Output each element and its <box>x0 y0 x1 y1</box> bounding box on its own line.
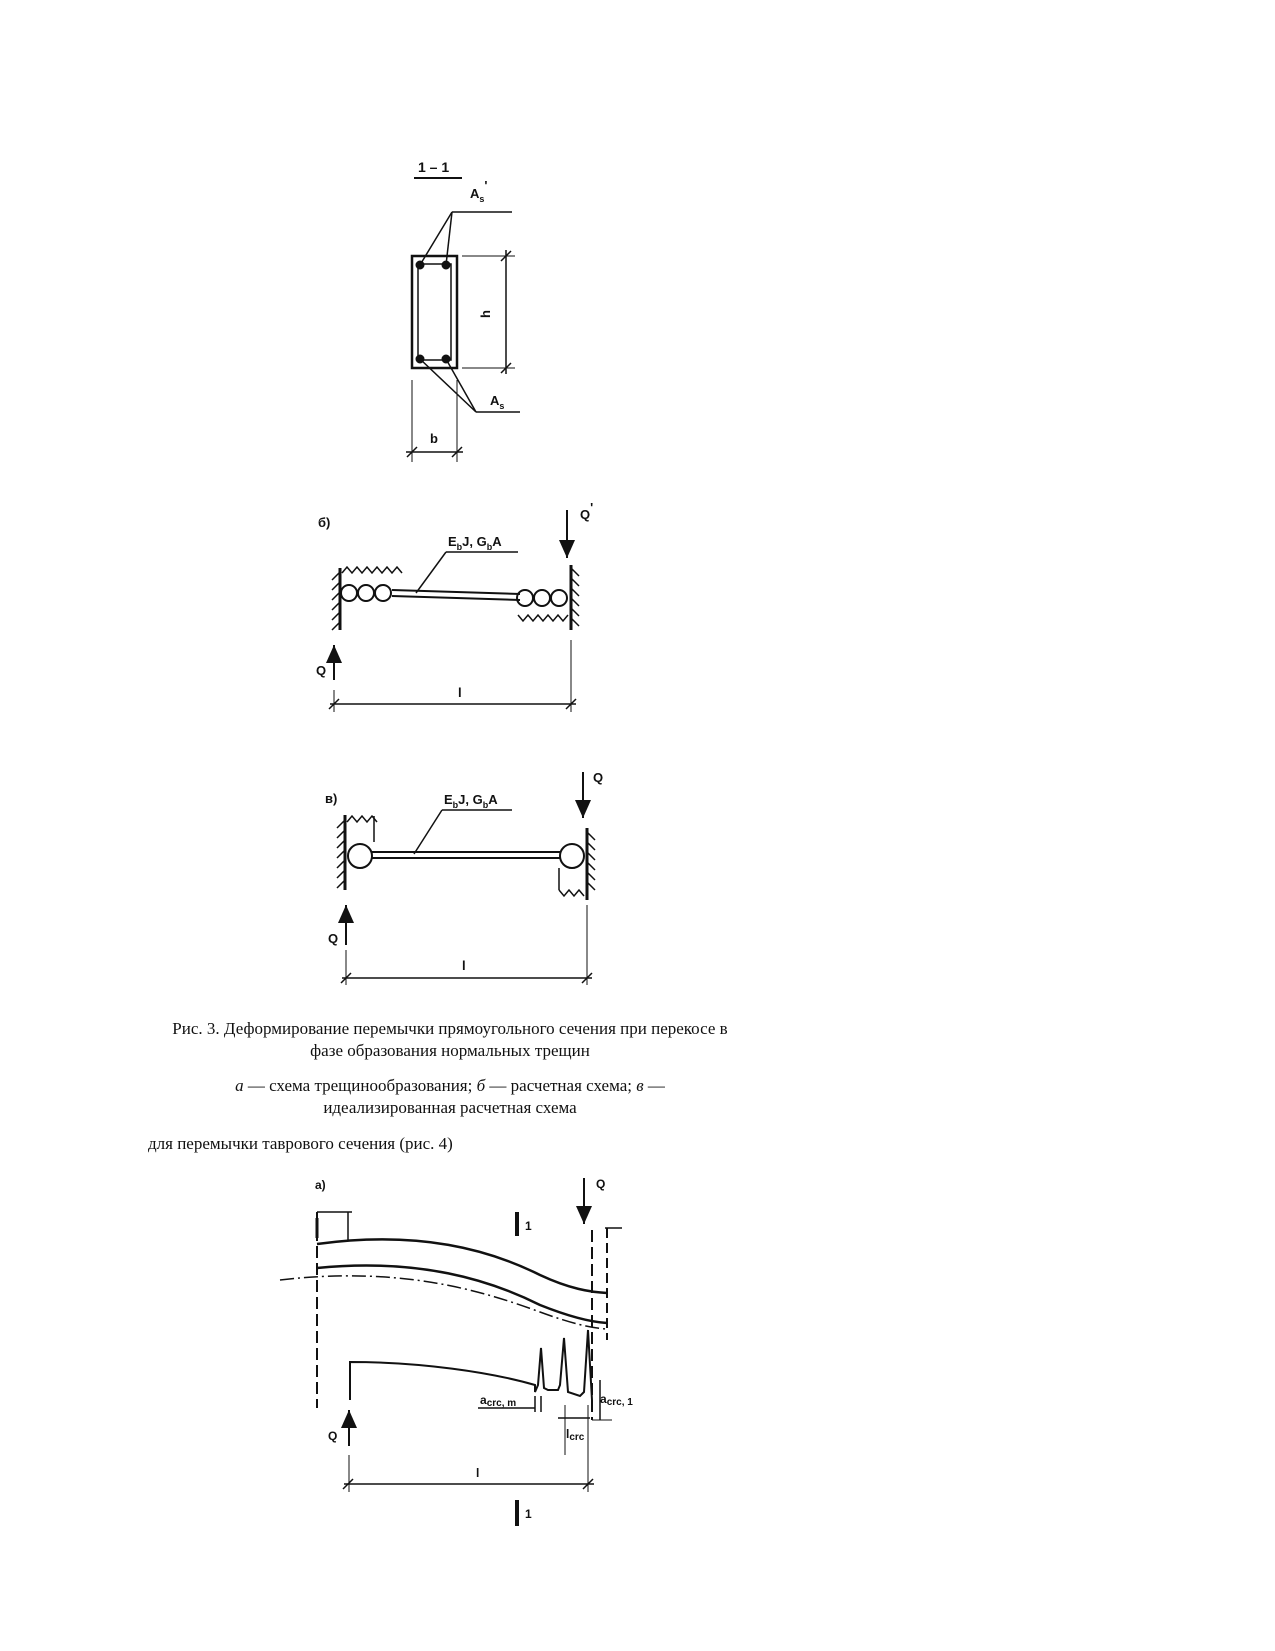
legend-line1 <box>110 1075 790 1097</box>
scheme-b-q-right: Q' <box>580 500 594 522</box>
as-top-label: $A_s'$ <box>470 178 488 204</box>
scheme-v-q-right: Q <box>593 770 604 785</box>
fig4-scheme-a <box>280 1178 622 1526</box>
legend-letter-v: в <box>636 1076 644 1095</box>
figure-caption <box>110 1018 790 1062</box>
fig4-q-left: Q <box>328 1429 338 1443</box>
scheme-b-letter: б) <box>318 515 331 530</box>
legend-text-v: — <box>643 1076 665 1095</box>
scheme-v-q-left: Q <box>328 931 339 946</box>
scheme-b-span: l <box>458 685 462 700</box>
figure-legend <box>110 1075 790 1119</box>
scheme-v-letter: в) <box>325 791 338 806</box>
section-labels <box>430 178 504 446</box>
fig4-section-mark-bottom: 1 <box>525 1507 532 1521</box>
scheme-v-span: l <box>462 958 466 973</box>
caption-title-line1: Рис. 3. Деформирование перемычки прямоугольного сечения при перекосе в <box>172 1019 728 1038</box>
h-label: h <box>478 310 493 318</box>
fig4-a-crc-1: acrc, 1 <box>600 1392 633 1408</box>
legend-letter-a: а <box>235 1076 244 1095</box>
legend-text-a: — схема трещинообразования; <box>243 1076 477 1095</box>
section-1-1 <box>406 159 520 462</box>
body-paragraph: для перемычки таврового сечения (рис. 4) <box>148 1134 453 1153</box>
b-label: b <box>430 431 438 446</box>
legend-line2: идеализированная расчетная схема <box>323 1098 577 1117</box>
scheme-b-q-left: Q <box>316 663 327 678</box>
scheme-v-labels <box>325 770 603 973</box>
scheme-v-beam-label: $E_bJ$, $G_bA$ <box>444 792 498 810</box>
caption-title-line2: фазе образования нормальных трещин <box>310 1041 590 1060</box>
fig4-a-crc-m: acrc, m <box>480 1393 517 1409</box>
fig4-letter: а) <box>315 1178 326 1192</box>
fig4-labels <box>315 1177 633 1521</box>
fig4-section-mark-top: 1 <box>525 1219 532 1233</box>
fig4-span: l <box>476 1466 480 1480</box>
as-bottom-label: $A_s$ <box>490 393 505 411</box>
section-title: 1 – 1 <box>418 159 450 175</box>
legend-letter-b: б <box>476 1076 486 1095</box>
fig4-l-crc: lcrc <box>566 1427 585 1443</box>
legend-text-b: — расчетная схема; <box>485 1076 637 1095</box>
fig4-q-top: Q <box>596 1177 606 1191</box>
scheme-b-beam-label: $E_bJ$, $G_bA$ <box>448 534 502 552</box>
